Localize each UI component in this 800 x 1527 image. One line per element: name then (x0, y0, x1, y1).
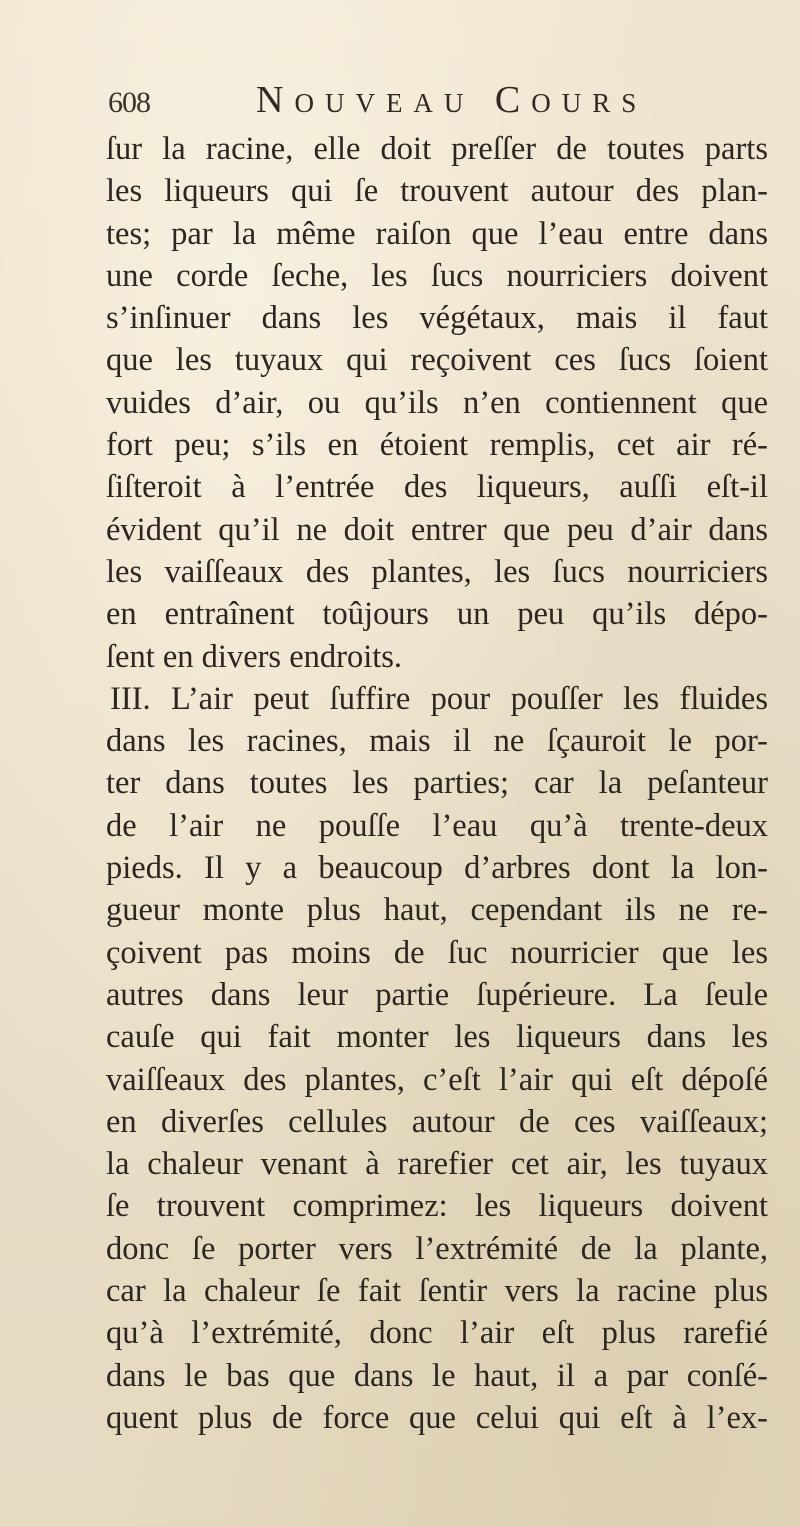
text-line: çoivent pas moins de ſuc nourricier que les (106, 934, 768, 971)
text-line: de l’air ne pouſſe l’eau qu’à trente-deux (106, 807, 768, 844)
text-line: III. L’air peut ſuffire pour pouſſer les fluides (110, 680, 768, 717)
text-line: la chaleur venant à rarefier cet air, les tuyaux (106, 1146, 768, 1183)
text-line: cauſe qui fait monter les liqueurs dans les (106, 1019, 768, 1056)
text-line: ſur la racine, elle doit preſſer de toutes parts (106, 131, 768, 167)
text-line: dans les racines, mais il ne ſçauroit le por- (106, 723, 768, 760)
text-line: que les tuyaux qui reçoivent ces ſucs ſoient (106, 342, 768, 379)
text-line: quent plus de force que celui qui eſt à l’ex- (106, 1399, 768, 1436)
text-line: ſent en divers endroits. (106, 638, 403, 675)
text-line: évident qu’il ne doit entrer que peu d’air dans (106, 511, 768, 548)
text-line: en entraînent toûjours un peu qu’ils dépo- (106, 596, 768, 633)
text-line: autres dans leur partie ſupérieure. La ſeule (106, 976, 768, 1013)
page-header (108, 78, 668, 122)
text-line: ſiſteroit à l’entrée des liqueurs, auſſi eſt-il (106, 469, 768, 506)
text-line: car la chaleur ſe fait ſentir vers la racine plus (106, 1273, 768, 1310)
text-line: pieds. Il y a beaucoup d’arbres dont la lon- (106, 850, 768, 887)
text-line: donc ſe porter vers l’extrémité de la plante, (106, 1230, 768, 1267)
text-line: qu’à l’extrémité, donc l’air eſt plus rarefié (106, 1315, 768, 1352)
page-number: 608 (108, 86, 150, 119)
text-line: vuides d’air, ou qu’ils n’en contiennent que (106, 384, 768, 421)
text-line: dans le bas que dans le haut, il a par conſé- (106, 1357, 768, 1394)
text-line: en diverſes cellules autour de ces vaiſſeaux; (106, 1103, 768, 1140)
text-line: ſe trouvent comprimez: les liqueurs doivent (106, 1188, 768, 1225)
running-head: Nouveau Cours (256, 79, 648, 121)
text-line: s’inſinuer dans les végétaux, mais il faut (106, 300, 768, 337)
text-line: tes; par la même raiſon que l’eau entre dans (106, 215, 768, 252)
text-line: les vaiſſeaux des plantes, les ſucs nourriciers (106, 553, 768, 590)
body-text (106, 128, 768, 1439)
text-line: fort peu; s’ils en étoient remplis, cet air ré- (106, 427, 768, 464)
text-line: ter dans toutes les parties; car la peſanteur (106, 765, 768, 802)
text-line: vaiſſeaux des plantes, c’eſt l’air qui eſt dépoſé (106, 1061, 768, 1098)
text-line: gueur monte plus haut, cependant ils ne re- (106, 892, 768, 929)
text-line: les liqueurs qui ſe trouvent autour des plan- (106, 173, 768, 210)
text-line: une corde ſeche, les ſucs nourriciers doivent (106, 257, 768, 294)
